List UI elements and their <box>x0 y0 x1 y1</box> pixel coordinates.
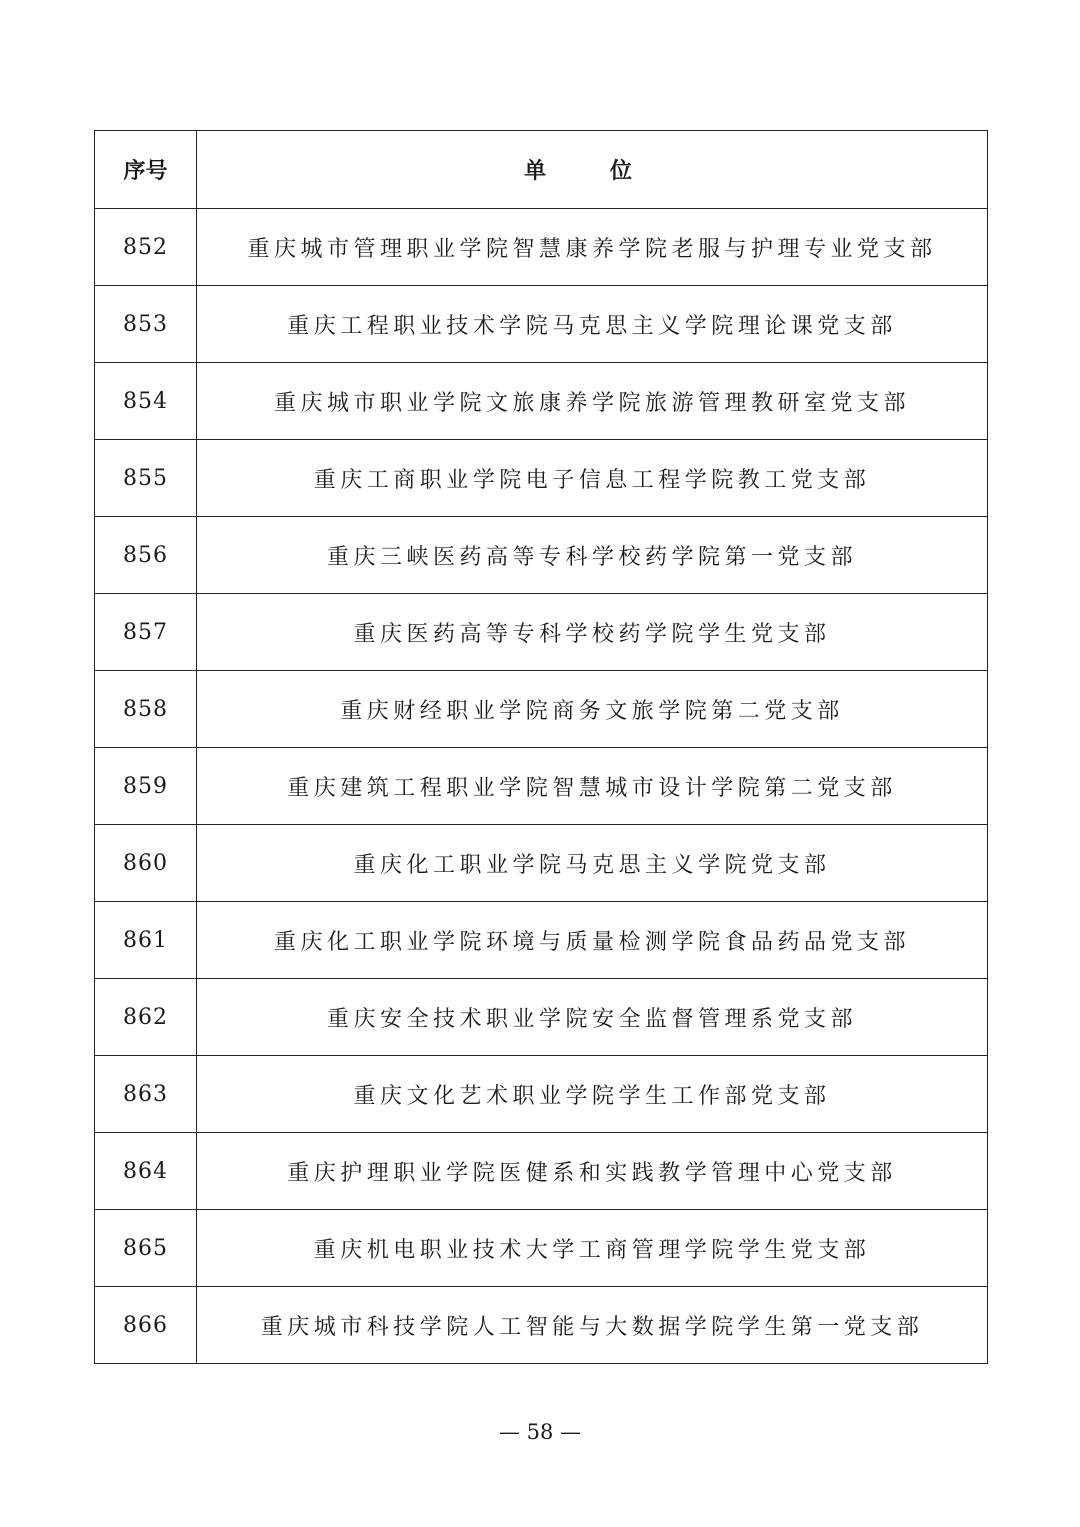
table-row <box>95 286 988 363</box>
row-seq: 861 <box>95 902 197 979</box>
header-seq: 序号 <box>95 131 197 209</box>
row-unit: 重庆化工职业学院马克思主义学院党支部 <box>197 825 988 902</box>
row-seq: 866 <box>95 1287 197 1364</box>
row-unit: 重庆城市科技学院人工智能与大数据学院学生第一党支部 <box>197 1287 988 1364</box>
row-seq: 857 <box>95 594 197 671</box>
row-seq: 865 <box>95 1210 197 1287</box>
table-row <box>95 902 988 979</box>
table-row <box>95 1056 988 1133</box>
row-seq: 863 <box>95 1056 197 1133</box>
row-unit: 重庆文化艺术职业学院学生工作部党支部 <box>197 1056 988 1133</box>
table-row <box>95 671 988 748</box>
table-body <box>95 209 988 1364</box>
row-unit: 重庆化工职业学院环境与质量检测学院食品药品党支部 <box>197 902 988 979</box>
row-unit: 重庆医药高等专科学校药学院学生党支部 <box>197 594 988 671</box>
row-unit: 重庆建筑工程职业学院智慧城市设计学院第二党支部 <box>197 748 988 825</box>
table-row <box>95 209 988 286</box>
row-unit: 重庆城市职业学院文旅康养学院旅游管理教研室党支部 <box>197 363 988 440</box>
row-unit: 重庆三峡医药高等专科学校药学院第一党支部 <box>197 517 988 594</box>
row-seq: 853 <box>95 286 197 363</box>
row-unit: 重庆财经职业学院商务文旅学院第二党支部 <box>197 671 988 748</box>
table-row <box>95 1287 988 1364</box>
row-unit: 重庆工程职业技术学院马克思主义学院理论课党支部 <box>197 286 988 363</box>
row-seq: 855 <box>95 440 197 517</box>
row-seq: 864 <box>95 1133 197 1210</box>
table-row <box>95 748 988 825</box>
row-unit: 重庆城市管理职业学院智慧康养学院老服与护理专业党支部 <box>197 209 988 286</box>
row-seq: 860 <box>95 825 197 902</box>
table-row <box>95 363 988 440</box>
row-seq: 858 <box>95 671 197 748</box>
table-row <box>95 979 988 1056</box>
row-unit: 重庆工商职业学院电子信息工程学院教工党支部 <box>197 440 988 517</box>
units-table <box>94 130 988 1364</box>
row-seq: 862 <box>95 979 197 1056</box>
table-row <box>95 440 988 517</box>
table-row <box>95 1133 988 1210</box>
page-number: — 58 — <box>498 1420 582 1444</box>
table-row <box>95 1210 988 1287</box>
header-unit: 单 位 <box>197 131 988 209</box>
row-seq: 859 <box>95 748 197 825</box>
row-seq: 852 <box>95 209 197 286</box>
row-seq: 856 <box>95 517 197 594</box>
row-unit: 重庆机电职业技术大学工商管理学院学生党支部 <box>197 1210 988 1287</box>
table-header-row <box>95 131 988 209</box>
table-row <box>95 594 988 671</box>
table-row <box>95 517 988 594</box>
row-seq: 854 <box>95 363 197 440</box>
row-unit: 重庆安全技术职业学院安全监督管理系党支部 <box>197 979 988 1056</box>
row-unit: 重庆护理职业学院医健系和实践教学管理中心党支部 <box>197 1133 988 1210</box>
table-row <box>95 825 988 902</box>
